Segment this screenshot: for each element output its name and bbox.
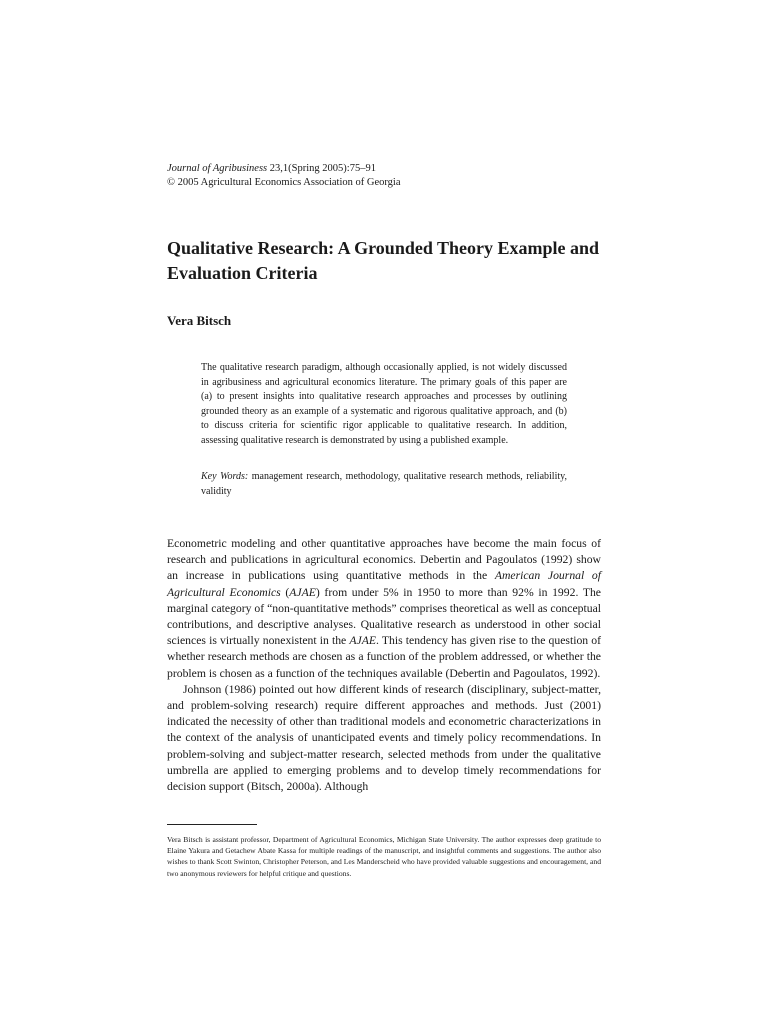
footnote-divider [167, 824, 257, 825]
body-text-run: ) from under 5% in 1950 to more than 92% in 1992. The marginal category of “non-quantitative methods” comprises theoretical as well as conceptual contributions, and descriptive analyses. Qualitative research as understood in other social sciences is virtually nonexistent in the [167, 585, 602, 648]
journal-abbreviation-italic: AJAE [349, 634, 376, 648]
journal-header [167, 162, 607, 190]
keywords-list: management research, methodology, qualitative research methods, reliability, validity [201, 471, 567, 497]
keywords [201, 470, 567, 499]
body-text-run: ( [280, 585, 290, 599]
author-name: Vera Bitsch [167, 313, 232, 328]
copyright-notice: © 2005 Agricultural Economics Association of Georgia [167, 177, 401, 188]
author-footnote: Vera Bitsch is assistant professor, Department of Agricultural Economics, Michigan State University. The author expresses deep gratitude to Elaine Yakura and Getachew Abate Kassa for multiple readings of the manuscript, and insightful comments and suggestions. The author also wishes to thank Scott Swinton, Christopher Peterson, and Les Manderscheid who have provided valuable suggestions and encouragement, and two anonymous reviewers for helpful critique and questions. [167, 835, 601, 878]
body-text-run: Econometric modeling and other quantitative approaches have become the main focus of research and publications in agricultural economics. Debertin and Pagoulatos (1992) show an increase in publications using quantitative methods in the [167, 537, 601, 583]
body-text [167, 536, 601, 795]
journal-title-italic: American Journal of Agricultural Economics [167, 569, 601, 599]
journal-citation [167, 162, 607, 176]
body-paragraph-2: Johnson (1986) pointed out how different kinds of research (disciplinary, subject-matter, and problem-solving research) require different approaches and methods. Just (2001) indicated the necessity of other than traditional models and econometric characterizations in the context of the analysis of unanticipated events and timely policy recommendations. In problem-solving and subject-matter research, selected methods from under the qualitative umbrella are applied to emerging problems and to develop timely recommendations for decision support (Bitsch, 2000a). Although [167, 682, 601, 794]
journal-volume-pages: 23,1(Spring 2005):75–91 [267, 163, 376, 174]
article-title: Qualitative Research: A Grounded Theory Example and Evaluation Criteria [167, 238, 600, 283]
body-text-run: . This tendency has given rise to the question of whether research methods are chosen as a function of the problem addressed, or whether the problem is chosen as a function of the techniques available (Debertin and Pagoulatos, 1992). [167, 634, 601, 680]
body-paragraph-1 [167, 536, 601, 682]
journal-abbreviation-italic: AJAE [289, 585, 316, 599]
abstract: The qualitative research paradigm, although occasionally applied, is not widely discussed in agribusiness and agricultural economics literature. The primary goals of this paper are (a) to present insights into qualitative research approaches and processes by outlining grounded theory as an example of a systematic and rigorous qualitative approach, and (b) to discuss criteria for scientific rigor applicable to qualitative research. In addition, assessing qualitative research is demonstrated by using a published example. [201, 362, 567, 446]
journal-name: Journal of Agribusiness [167, 163, 268, 174]
keywords-label: Key Words: [201, 471, 249, 482]
